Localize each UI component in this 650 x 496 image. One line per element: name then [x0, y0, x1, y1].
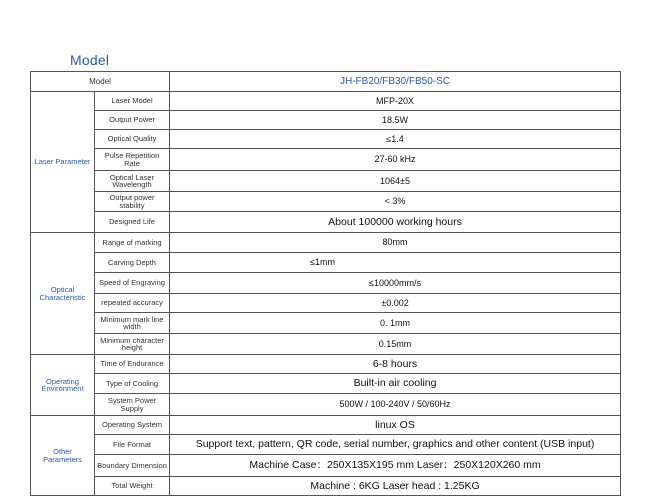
- row-label: System Power Supply: [95, 394, 170, 416]
- table-row: [31, 455, 621, 477]
- table-row: [31, 130, 621, 149]
- row-value: 1064±5: [170, 171, 621, 192]
- row-value: linux OS: [170, 416, 621, 435]
- row-value: 6-8 hours: [170, 355, 621, 374]
- row-label: Range of marking: [95, 233, 170, 253]
- row-value: < 3%: [170, 192, 621, 212]
- row-value: Support text, pattern, QR code, serial number, graphics and other content (USB input): [170, 435, 621, 455]
- row-value: 80mm: [170, 233, 621, 253]
- row-label: File Format: [95, 435, 170, 455]
- table-row: [31, 192, 621, 212]
- row-label: Optical Laser Wavelength: [95, 171, 170, 192]
- table-row: [31, 394, 621, 416]
- table-row: [31, 334, 621, 355]
- table-row-model: [31, 72, 621, 92]
- row-label: Carving Depth: [95, 253, 170, 273]
- row-label: Boundary Dimension: [95, 455, 170, 477]
- row-value: MFP-20X: [170, 92, 621, 111]
- specification-table: [30, 71, 621, 496]
- model-label: Model: [31, 72, 170, 92]
- row-label: Speed of Engraving: [95, 273, 170, 294]
- table-row: [31, 435, 621, 455]
- table-row: [31, 374, 621, 394]
- row-label: Operating System: [95, 416, 170, 435]
- table-row: [31, 171, 621, 192]
- row-value: ≤1mm: [170, 253, 621, 273]
- row-value: ≤1.4: [170, 130, 621, 149]
- table-row: [31, 149, 621, 171]
- row-label: Total Weight: [95, 477, 170, 496]
- table-row: [31, 294, 621, 313]
- table-row: [31, 111, 621, 130]
- row-value: About 100000 working hours: [170, 212, 621, 233]
- row-label: Laser Model: [95, 92, 170, 111]
- row-value: 0. 1mm: [170, 313, 621, 334]
- row-label: repeated accuracy: [95, 294, 170, 313]
- table-row: [31, 92, 621, 111]
- group-label: Operating Environment: [31, 355, 95, 416]
- table-row: [31, 477, 621, 496]
- row-value: 500W / 100-240V / 50/60Hz: [170, 394, 621, 416]
- row-label: Type of Cooling: [95, 374, 170, 394]
- table-row: [31, 416, 621, 435]
- row-value: Machine : 6KG Laser head : 1.25KG: [170, 477, 621, 496]
- row-label: Pulse Repetition Rate: [95, 149, 170, 171]
- row-label: Time of Endurance: [95, 355, 170, 374]
- group-label: Laser Parameter: [31, 92, 95, 233]
- row-value: 0.15mm: [170, 334, 621, 355]
- row-label: Designed Life: [95, 212, 170, 233]
- group-label: Optical Characteristic: [31, 233, 95, 355]
- table-row: [31, 355, 621, 374]
- section-title: Model: [70, 52, 110, 68]
- row-label: Minimum character height: [95, 334, 170, 355]
- row-value: 18.5W: [170, 111, 621, 130]
- row-value: Built-in air cooling: [170, 374, 621, 394]
- row-label: Output power stability: [95, 192, 170, 212]
- row-value: ≤10000mm/s: [170, 273, 621, 294]
- table-row: [31, 233, 621, 253]
- group-label: Other Parameters: [31, 416, 95, 496]
- row-value: 27-60 kHz: [170, 149, 621, 171]
- model-value: JH-FB20/FB30/FB50-SC: [170, 72, 621, 92]
- row-label: Optical Quality: [95, 130, 170, 149]
- row-label: Output Power: [95, 111, 170, 130]
- table-row: [31, 313, 621, 334]
- table-row: [31, 212, 621, 233]
- table-row: [31, 253, 621, 273]
- row-value: ±0.002: [170, 294, 621, 313]
- row-label: Minimum mark line width: [95, 313, 170, 334]
- table-row: [31, 273, 621, 294]
- row-value: Machine Case：250X135X195 mm Laser：250X120X260 mm: [170, 455, 621, 477]
